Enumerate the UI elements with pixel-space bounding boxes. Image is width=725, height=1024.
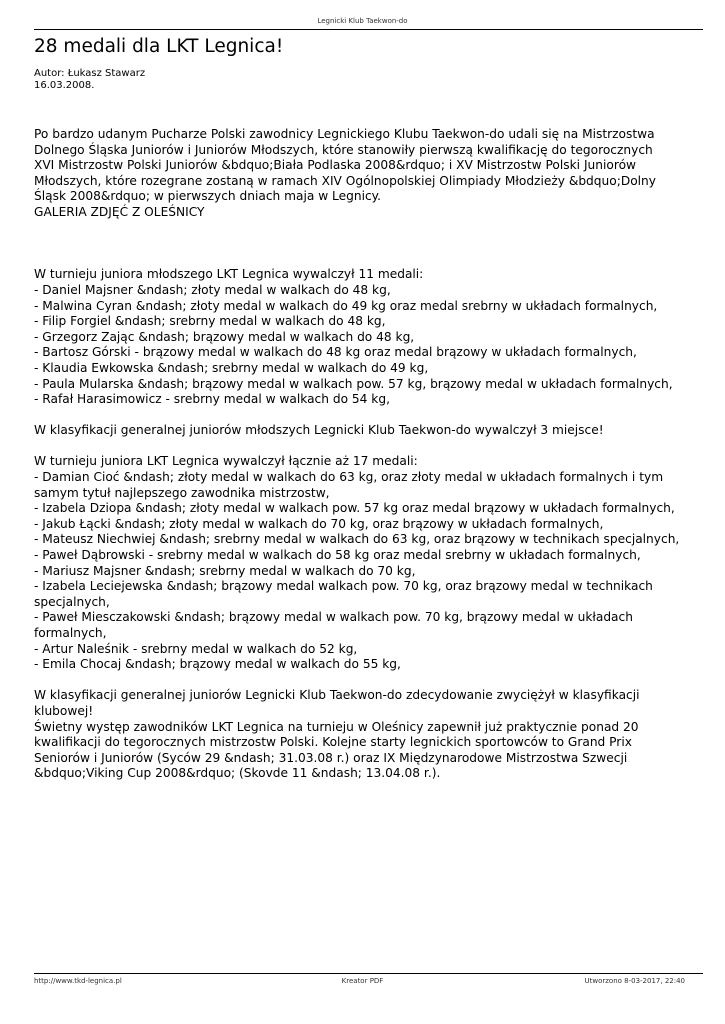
article-meta [34,68,145,92]
body-line: samym tytuł najlepszego zawodnika mistrzostw, [34,485,330,500]
body-line: - Mariusz Majsner &ndash; srebrny medal w walkach do 70 kg, [34,563,416,578]
blank-line [34,439,704,455]
blank-line [34,252,704,268]
body-line: - Paweł Dąbrowski - srebrny medal w walkach do 58 kg oraz medal srebrny w układach formalnych, [34,548,641,563]
body-line: formalnych, [34,626,107,640]
body-line: - Izabela Leciejewska &ndash; brązowy medal walkach pow. 70 kg, oraz brązowy medal w technikach [34,579,653,594]
body-line: W klasyfikacji generalnej juniorów młodszych Legnicki Klub Taekwon-do wywalczył 3 miejsce! [34,423,604,438]
body-line: - Emila Chocaj &ndash; brązowy medal w walkach do 55 kg, [34,657,401,672]
body-line: specjalnych, [34,594,110,609]
body-line: - Rafał Harasimowicz - srebrny medal w walkach do 54 kg, [34,392,390,407]
blank-line [34,408,704,424]
footer-generator: Kreator PDF [341,977,384,985]
body-line: klubowej! [34,703,94,718]
footer-divider [34,973,703,974]
body-line: kwalifikacji do tegorocznych mistrzostw Polski. Kolejne starty legnickich sportowców to Grand Prix [34,735,632,750]
body-line: - Malwina Cyran &ndash; złoty medal w walkach do 49 kg oraz medal srebrny w układach formalnych, [34,298,658,313]
footer-created: Utworzono 8-03-2017, 22:40 [584,977,685,985]
body-line: Młodszych, które rozegrane zostaną w ramach XIV Ogólnopolskiej Olimpiady Młodzieży &bdquo;Dolny [34,173,656,188]
article-title: 28 medali dla LKT Legnica! [34,36,284,57]
body-line: Dolnego Śląska Juniorów i Juniorów Młodszych, które stanowiły pierwszą kwalifikację do tegorocznych [34,142,653,157]
article-body [34,127,704,782]
body-line: - Izabela Dziopa &ndash; złoty medal w walkach pow. 57 kg oraz medal brązowy w układach formalnych, [34,501,675,516]
blank-line [34,221,704,237]
article-author: Autor: Łukasz Stawarz [34,68,146,79]
body-line: Po bardzo udanym Pucharze Polski zawodnicy Legnickiego Klubu Taekwon-do udali się na Mistrzostwa [34,127,655,141]
body-line: &bdquo;Viking Cup 2008&rdquo; (Skovde 11 &ndash; 13.04.08 r.). [34,766,441,781]
body-line: - Damian Cioć &ndash; złoty medal w walkach do 63 kg, oraz złoty medal w układach formalnych i tym [34,470,664,485]
body-line: - Paula Mularska &ndash; brązowy medal w walkach pow. 57 kg, brązowy medal w układach formalnych, [34,376,673,391]
article-date: 16.03.2008. [34,80,95,91]
body-line: W turnieju juniora LKT Legnica wywalczył łącznie aż 17 medali: [34,454,418,469]
body-line: Śląsk 2008&rdquo; w pierwszych dniach maja w Legnicy. [34,189,382,204]
body-line: - Jakub Łącki &ndash; złoty medal w walkach do 70 kg, oraz brązowy w układach formalnych, [34,516,604,531]
body-line: GALERIA ZDJĘĆ Z OLEŚNICY [34,204,205,219]
body-line: Seniorów i Juniorów (Syców 29 &ndash; 31.03.08 r.) oraz IX Międzynarodowe Mistrzostwa Szwecji [34,750,628,765]
body-line: XVI Mistrzostw Polski Juniorów &bdquo;Biała Podlaska 2008&rdquo; i XV Mistrzostw Polski Juniorów [34,158,636,173]
body-line: - Grzegorz Zając &ndash; brązowy medal w walkach do 48 kg, [34,329,415,344]
body-line: - Artur Naleśnik - srebrny medal w walkach do 52 kg, [34,641,358,656]
body-line: W turnieju juniora młodszego LKT Legnica wywalczył 11 medali: [34,267,424,282]
body-line: - Bartosz Górski - brązowy medal w walkach do 48 kg oraz medal brązowy w układach formalnych, [34,345,637,360]
blank-line [34,673,704,689]
body-line: - Mateusz Niechwiej &ndash; srebrny medal w walkach do 63 kg, oraz brązowy w technikach specjalnych, [34,532,680,547]
blank-line [34,236,704,252]
body-line: W klasyfikacji generalnej juniorów Legnicki Klub Taekwon-do zdecydowanie zwyciężył w klasyfikacji [34,688,640,703]
header-divider [34,29,703,30]
body-line: Świetny występ zawodników LKT Legnica na turnieju w Oleśnicy zapewnił już praktycznie ponad 20 [34,719,639,734]
footer-url: http://www.tkd-legnica.pl [34,977,122,985]
header-site-title: Legnicki Klub Taekwon-do [317,17,408,25]
body-line: - Filip Forgiel &ndash; srebrny medal w walkach do 48 kg, [34,314,386,329]
body-line: - Daniel Majsner &ndash; złoty medal w walkach do 48 kg, [34,282,391,297]
body-line: - Klaudia Ewkowska &ndash; srebrny medal w walkach do 49 kg, [34,360,429,375]
body-line: - Paweł Miesczakowski &ndash; brązowy medal w walkach pow. 70 kg, brązowy medal w układach [34,610,633,625]
